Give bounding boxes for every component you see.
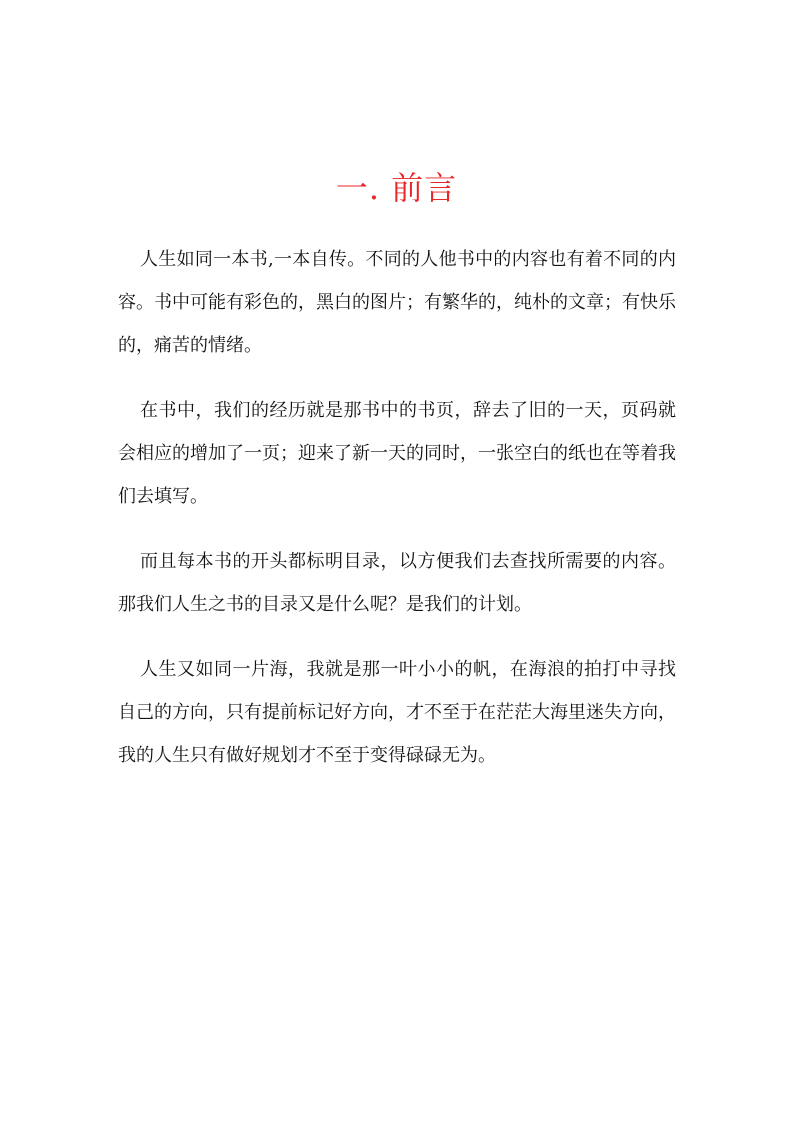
paragraph-3: 而且每本书的开头都标明目录，以方便我们去查找所需要的内容。那我们人生之书的目录又是什么呢？是我们的计划。 [118,551,676,615]
section-title: 一. 前言 [335,169,458,207]
paragraph-2: 在书中，我们的经历就是那书中的书页，辞去了旧的一天，页码就会相应的增加了一页；迎来了新一天的同时，一张空白的纸也在等着我们去填写。 [118,400,676,507]
body-content [118,238,676,799]
paragraph-4: 人生又如同一片海，我就是那一叶小小的帆，在海浪的拍打中寻找自己的方向，只有提前标记好方向，才不至于在茫茫大海里迷失方向，我的人生只有做好规划才不至于变得碌碌无为。 [118,659,676,766]
paragraph-1: 人生如同一本书,一本自传。不同的人他书中的内容也有着不同的内容。书中可能有彩色的，黑白的图片；有繁华的，纯朴的文章；有快乐的，痛苦的情绪。 [118,249,676,356]
